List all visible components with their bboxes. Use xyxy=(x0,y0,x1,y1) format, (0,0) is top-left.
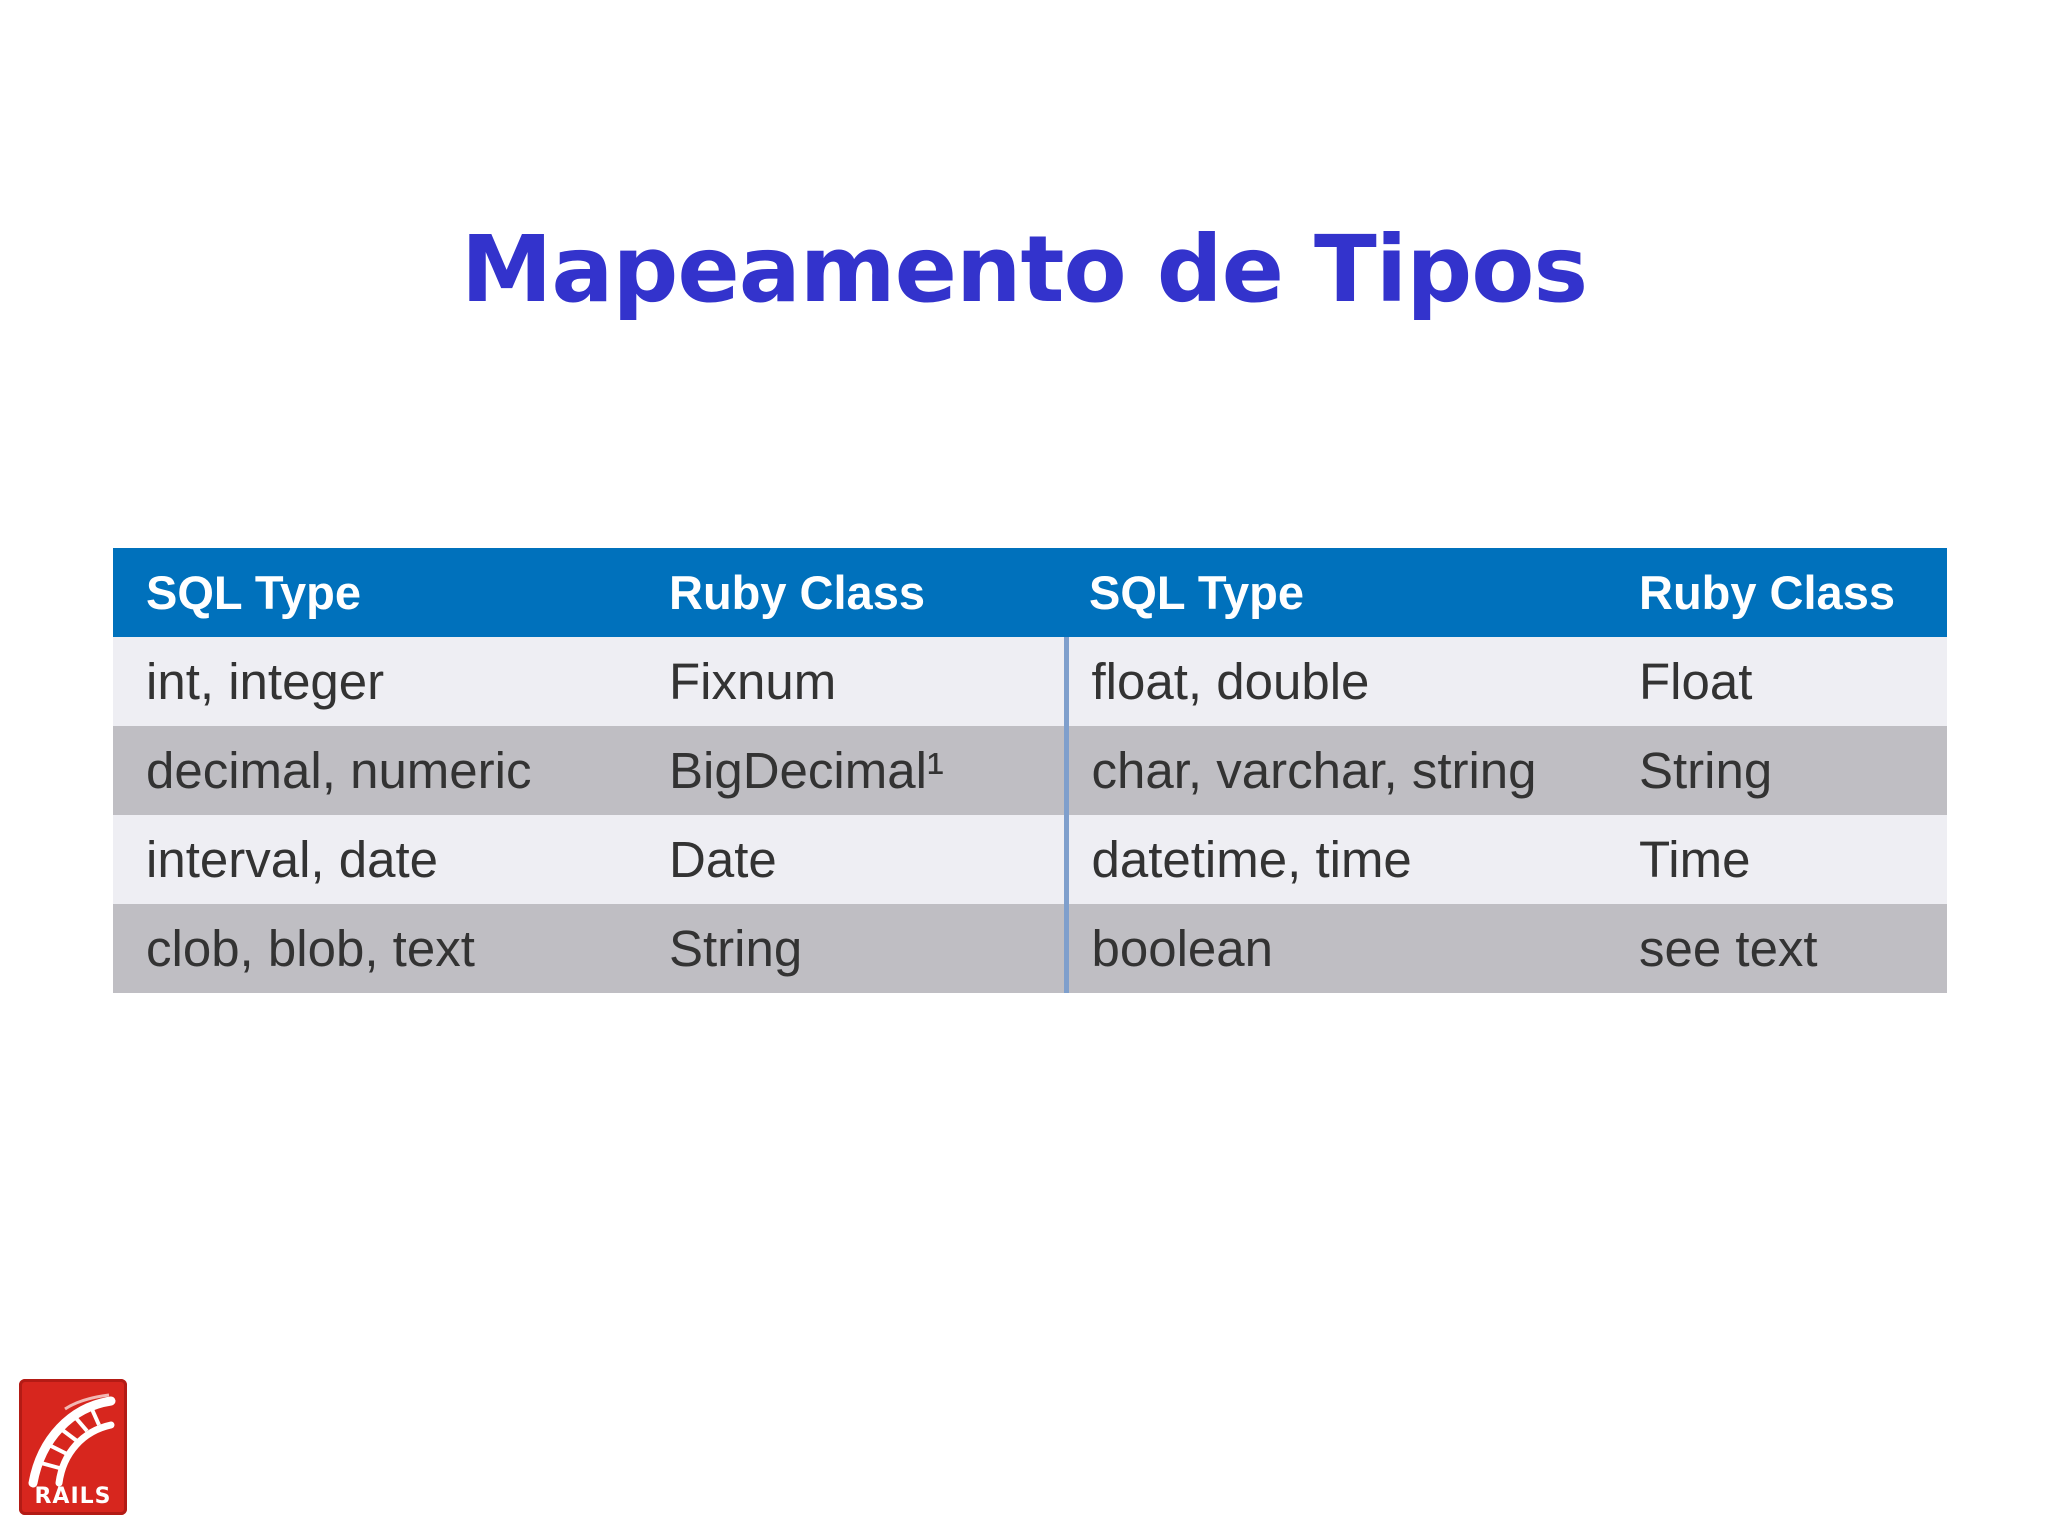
type-mapping-table xyxy=(113,548,1947,993)
table-cell: Fixnum xyxy=(636,637,1066,726)
table-row xyxy=(113,904,1947,993)
table-cell: BigDecimal¹ xyxy=(636,726,1066,815)
table-header-row xyxy=(113,548,1947,637)
table-row xyxy=(113,726,1947,815)
table-cell: float, double xyxy=(1066,637,1606,726)
table-cell: String xyxy=(636,904,1066,993)
type-mapping-table-container xyxy=(113,548,1947,993)
table-cell: clob, blob, text xyxy=(113,904,636,993)
rails-logo-label: RAILS xyxy=(34,1484,112,1509)
table-row xyxy=(113,815,1947,904)
slide-title: Mapeamento de Tipos xyxy=(460,216,1588,323)
header-sql-type-left: SQL Type xyxy=(113,548,636,637)
table-cell: char, varchar, string xyxy=(1066,726,1606,815)
table-cell: int, integer xyxy=(113,637,636,726)
table-cell: decimal, numeric xyxy=(113,726,636,815)
header-sql-type-right: SQL Type xyxy=(1066,548,1606,637)
header-ruby-class-left: Ruby Class xyxy=(636,548,1066,637)
table-cell: boolean xyxy=(1066,904,1606,993)
rails-logo-icon xyxy=(19,1379,127,1515)
table-cell: Time xyxy=(1606,815,1947,904)
table-cell: Date xyxy=(636,815,1066,904)
table-row xyxy=(113,637,1947,726)
table-cell: datetime, time xyxy=(1066,815,1606,904)
table-cell: String xyxy=(1606,726,1947,815)
table-cell: see text xyxy=(1606,904,1947,993)
table-cell: interval, date xyxy=(113,815,636,904)
header-ruby-class-right: Ruby Class xyxy=(1606,548,1947,637)
table-cell: Float xyxy=(1606,637,1947,726)
